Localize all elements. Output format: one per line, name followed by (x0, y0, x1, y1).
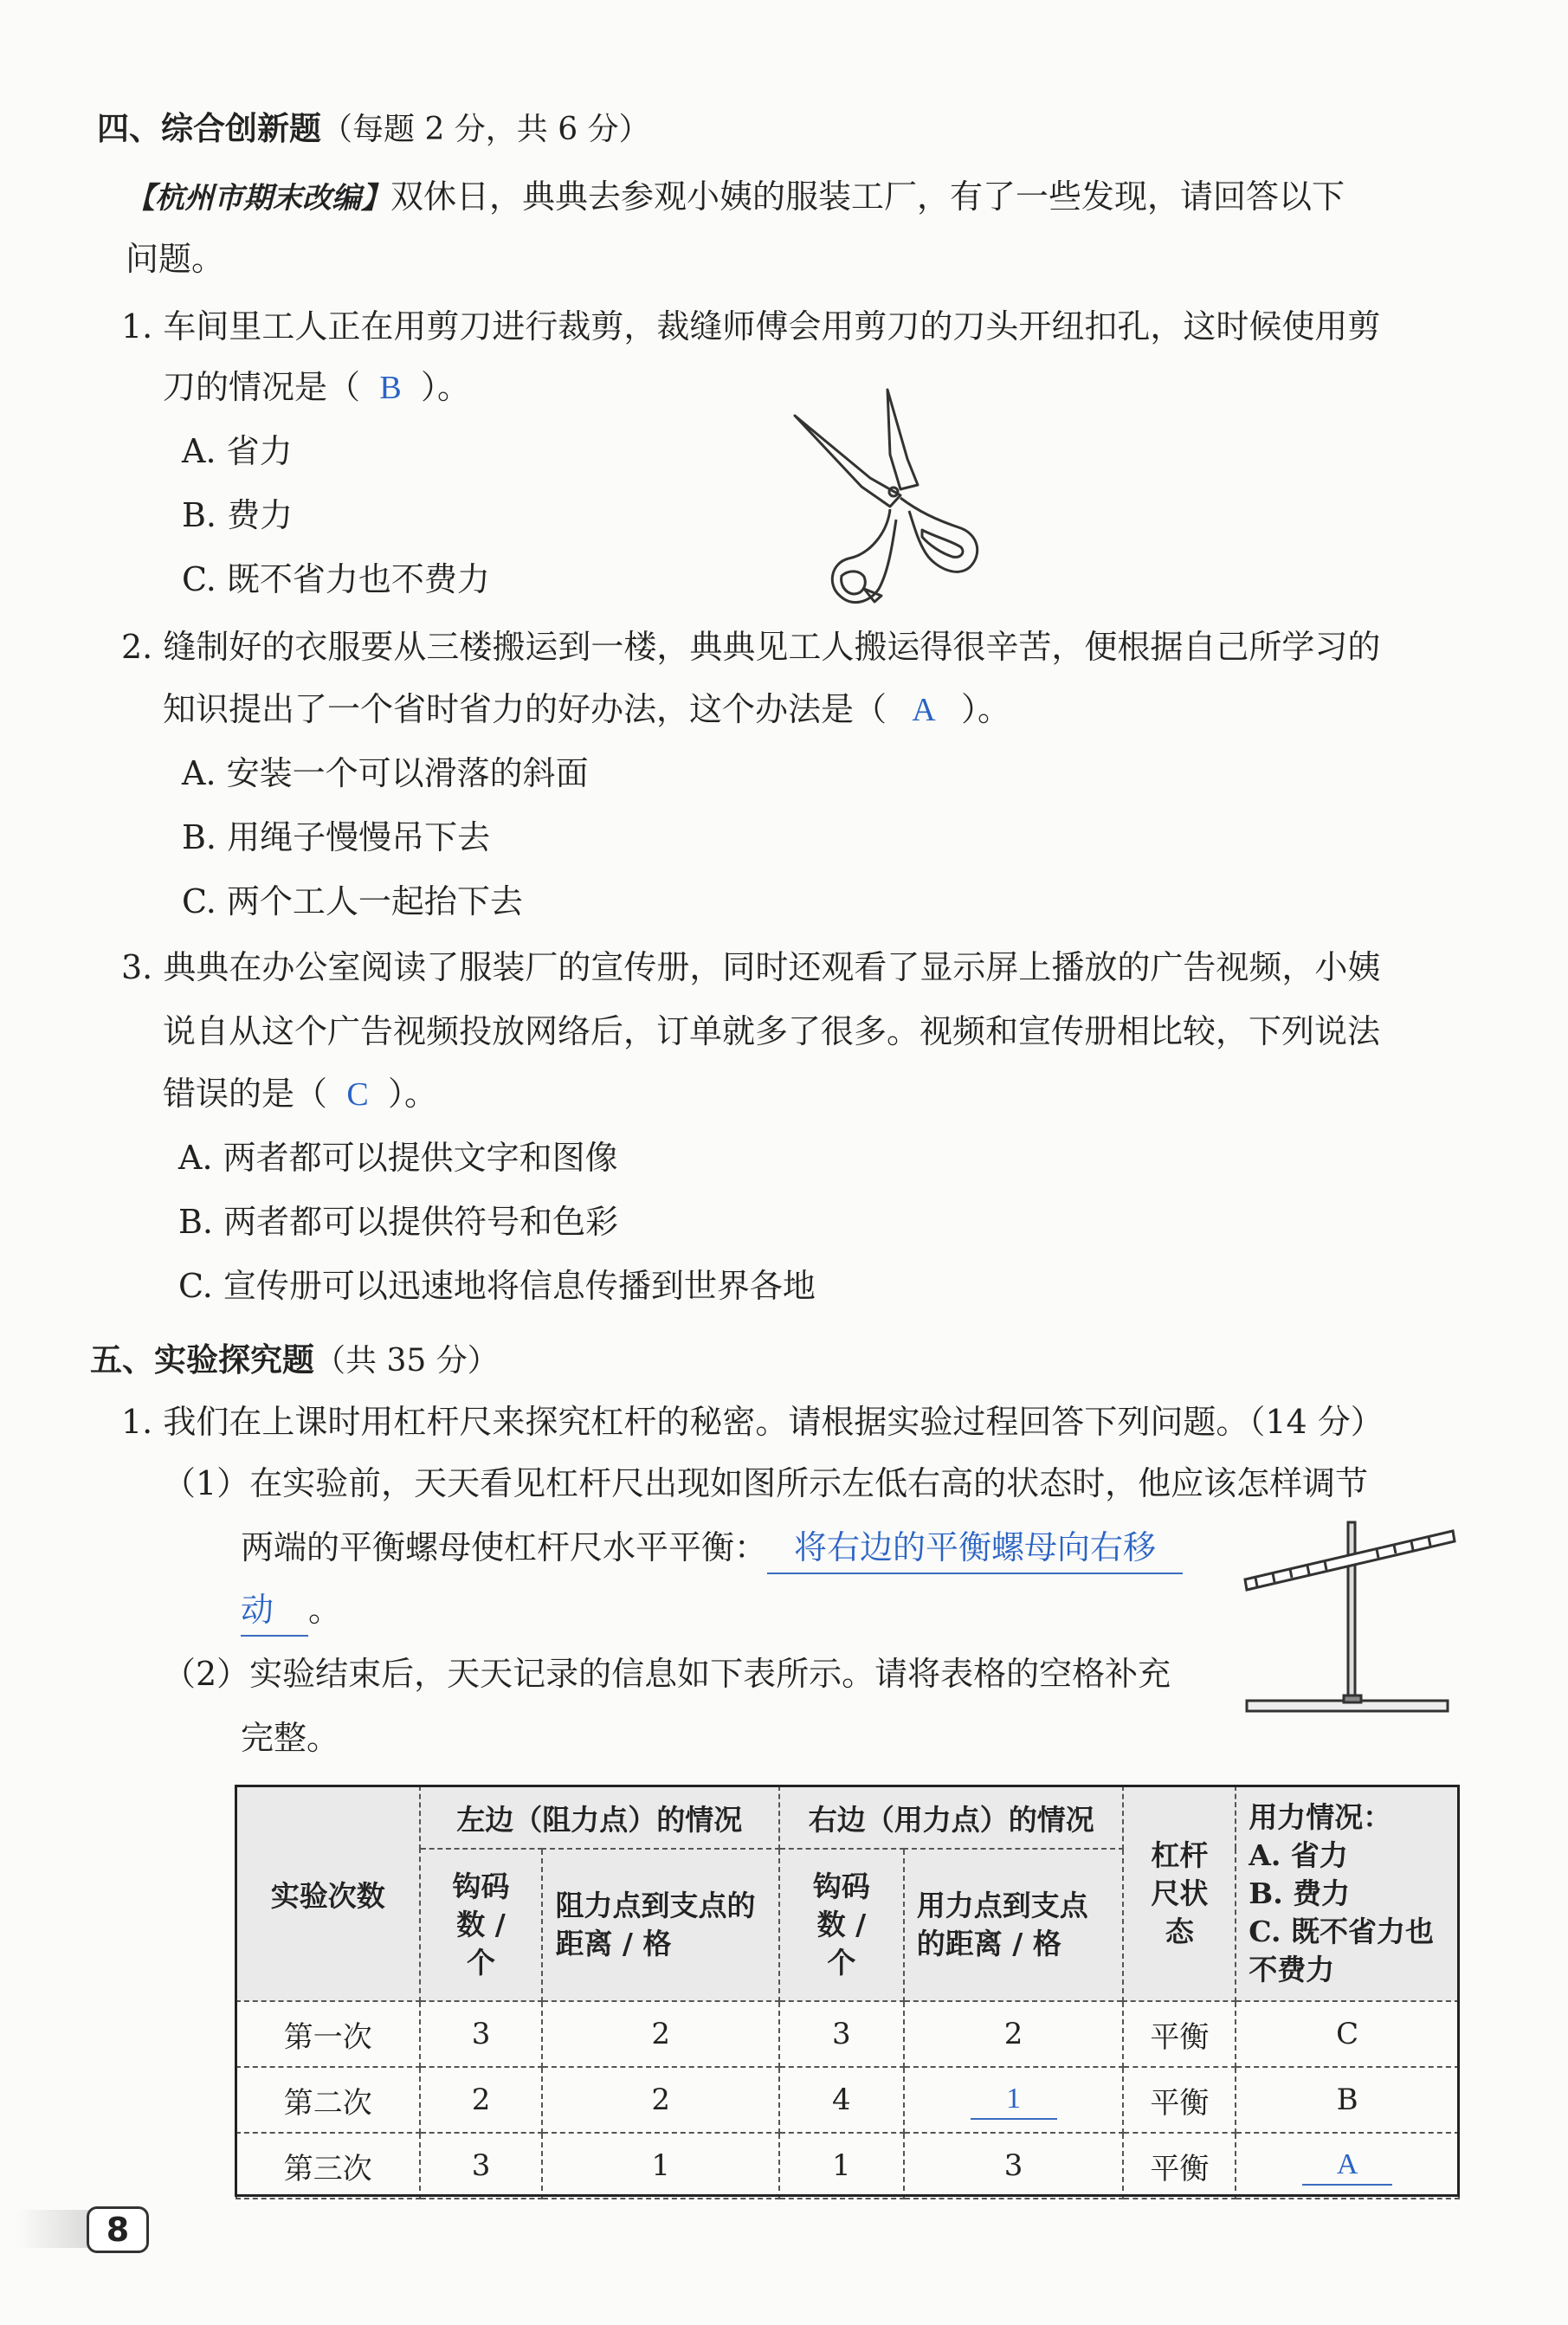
q3-answer: C (346, 1076, 369, 1113)
experiment-table (236, 1786, 1460, 2199)
q1-stem-line2: 刀的情况是（ B ）。 (163, 355, 470, 420)
sub-left-weights: 钩码数 / 个 (420, 1849, 543, 2001)
table-row: 第二次 2 2 4 1 平衡 B (236, 2067, 1459, 2133)
s5-q1-part1-answer: 将右边的平衡螺母向右移 (767, 1524, 1183, 1574)
header-state: 杠杆尺状态 (1123, 1786, 1236, 2001)
source-tag: 【杭州市期末改编】 (126, 181, 390, 216)
section5-heading (90, 1334, 499, 1380)
q1-answer: B (379, 370, 402, 406)
q1-option-a: A. 省力 (182, 432, 293, 470)
s5-q1-part2-line1: （2）实验结束后，天天记录的信息如下表所示。请将表格的空格补充 (163, 1655, 1171, 1693)
header-force: 用力情况： A. 省力 B. 费力 C. 既不省力也不费力 (1236, 1786, 1459, 2001)
sub-right-weights: 钩码数 / 个 (779, 1849, 904, 2001)
section4-points: （每题 2 分，共 6 分） (321, 112, 650, 147)
q3-stem-line1: 3. 典典在办公室阅读了服装厂的宣传册，同时还观看了显示屏上播放的广告视频，小姨 (121, 948, 1381, 986)
header-right: 右边（用力点）的情况 (779, 1786, 1123, 1849)
q1-option-b: B. 费力 (182, 496, 294, 534)
q3-option-a: A. 两者都可以提供文字和图像 (178, 1139, 618, 1177)
q3-stem-line2: 说自从这个广告视频投放网络后，订单就多了很多。视频和宣传册相比较，下列说法 (163, 1012, 1381, 1050)
q3-stem-line3: 错误的是（ C ）。 (163, 1062, 437, 1127)
q2-option-b: B. 用绳子慢慢吊下去 (182, 818, 491, 856)
section5-title: 五、实验探究题 (90, 1341, 314, 1379)
section4-intro-line2: 问题。 (126, 240, 225, 278)
s5-q1-part1-answer-cont: 动 (241, 1586, 308, 1637)
header-trials: 实验次数 (236, 1786, 420, 2001)
page-number: 8 (87, 2206, 149, 2253)
q2-option-c: C. 两个工人一起抬下去 (182, 882, 523, 920)
s5-q1-stem: 1. 我们在上课时用杠杆尺来探究杠杆的秘密。请根据实验过程回答下列问题。（14 分） (121, 1403, 1384, 1441)
s5-q1-part2-line2: 完整。 (241, 1719, 340, 1757)
table-row: 第一次 3 2 3 2 平衡 C (236, 2001, 1459, 2067)
s5-q1-part1-line3: 动 。 (241, 1578, 341, 1642)
q2-stem-line2: 知识提出了一个省时省力的好办法，这个办法是（ A ）。 (163, 677, 1010, 742)
section4-intro-line1: 【杭州市期末改编】双休日，典典去参观小姨的服装工厂，有了一些发现，请回答以下 (126, 178, 1345, 216)
lever-ruler-illustration (1238, 1515, 1463, 1723)
q2-option-a: A. 安装一个可以滑落的斜面 (182, 754, 589, 792)
table-row: 第三次 3 1 1 3 平衡 A (236, 2133, 1459, 2199)
section4-heading (97, 102, 650, 149)
header-left: 左边（阻力点）的情况 (420, 1786, 779, 1849)
row3-force-answer: A (1302, 2146, 1392, 2186)
scissors-illustration (788, 381, 987, 615)
s5-q1-part1-line1: （1）在实验前，天天看见杠杆尺出现如图所示左低右高的状态时，他应该怎样调节 (163, 1464, 1369, 1502)
page-number-strip (17, 2210, 95, 2248)
section5-points: （共 35 分） (314, 1343, 499, 1379)
sub-right-dist: 用力点到支点的距离 / 格 (904, 1849, 1124, 2001)
section4-title: 四、综合创新题 (97, 110, 321, 147)
q1-stem-line1: 1. 车间里工人正在用剪刀进行裁剪，裁缝师傅会用剪刀的刀头开纽扣孔，这时候使用剪 (121, 307, 1381, 346)
q3-option-b: B. 两者都可以提供符号和色彩 (178, 1203, 619, 1241)
row2-dist-answer: 1 (971, 2080, 1057, 2120)
sub-left-dist: 阻力点到支点的距离 / 格 (542, 1849, 779, 2001)
q2-answer: A (912, 692, 936, 728)
q1-option-c: C. 既不省力也不费力 (182, 560, 490, 598)
s5-q1-part1-line2: 两端的平衡螺母使杠杆尺水平平衡： 将右边的平衡螺母向右移 (241, 1515, 1183, 1579)
q2-stem-line1: 2. 缝制好的衣服要从三楼搬运到一楼，典典见工人搬运得很辛苦，便根据自己所学习的 (121, 628, 1381, 666)
q3-option-c: C. 宣传册可以迅速地将信息传播到世界各地 (178, 1267, 816, 1305)
